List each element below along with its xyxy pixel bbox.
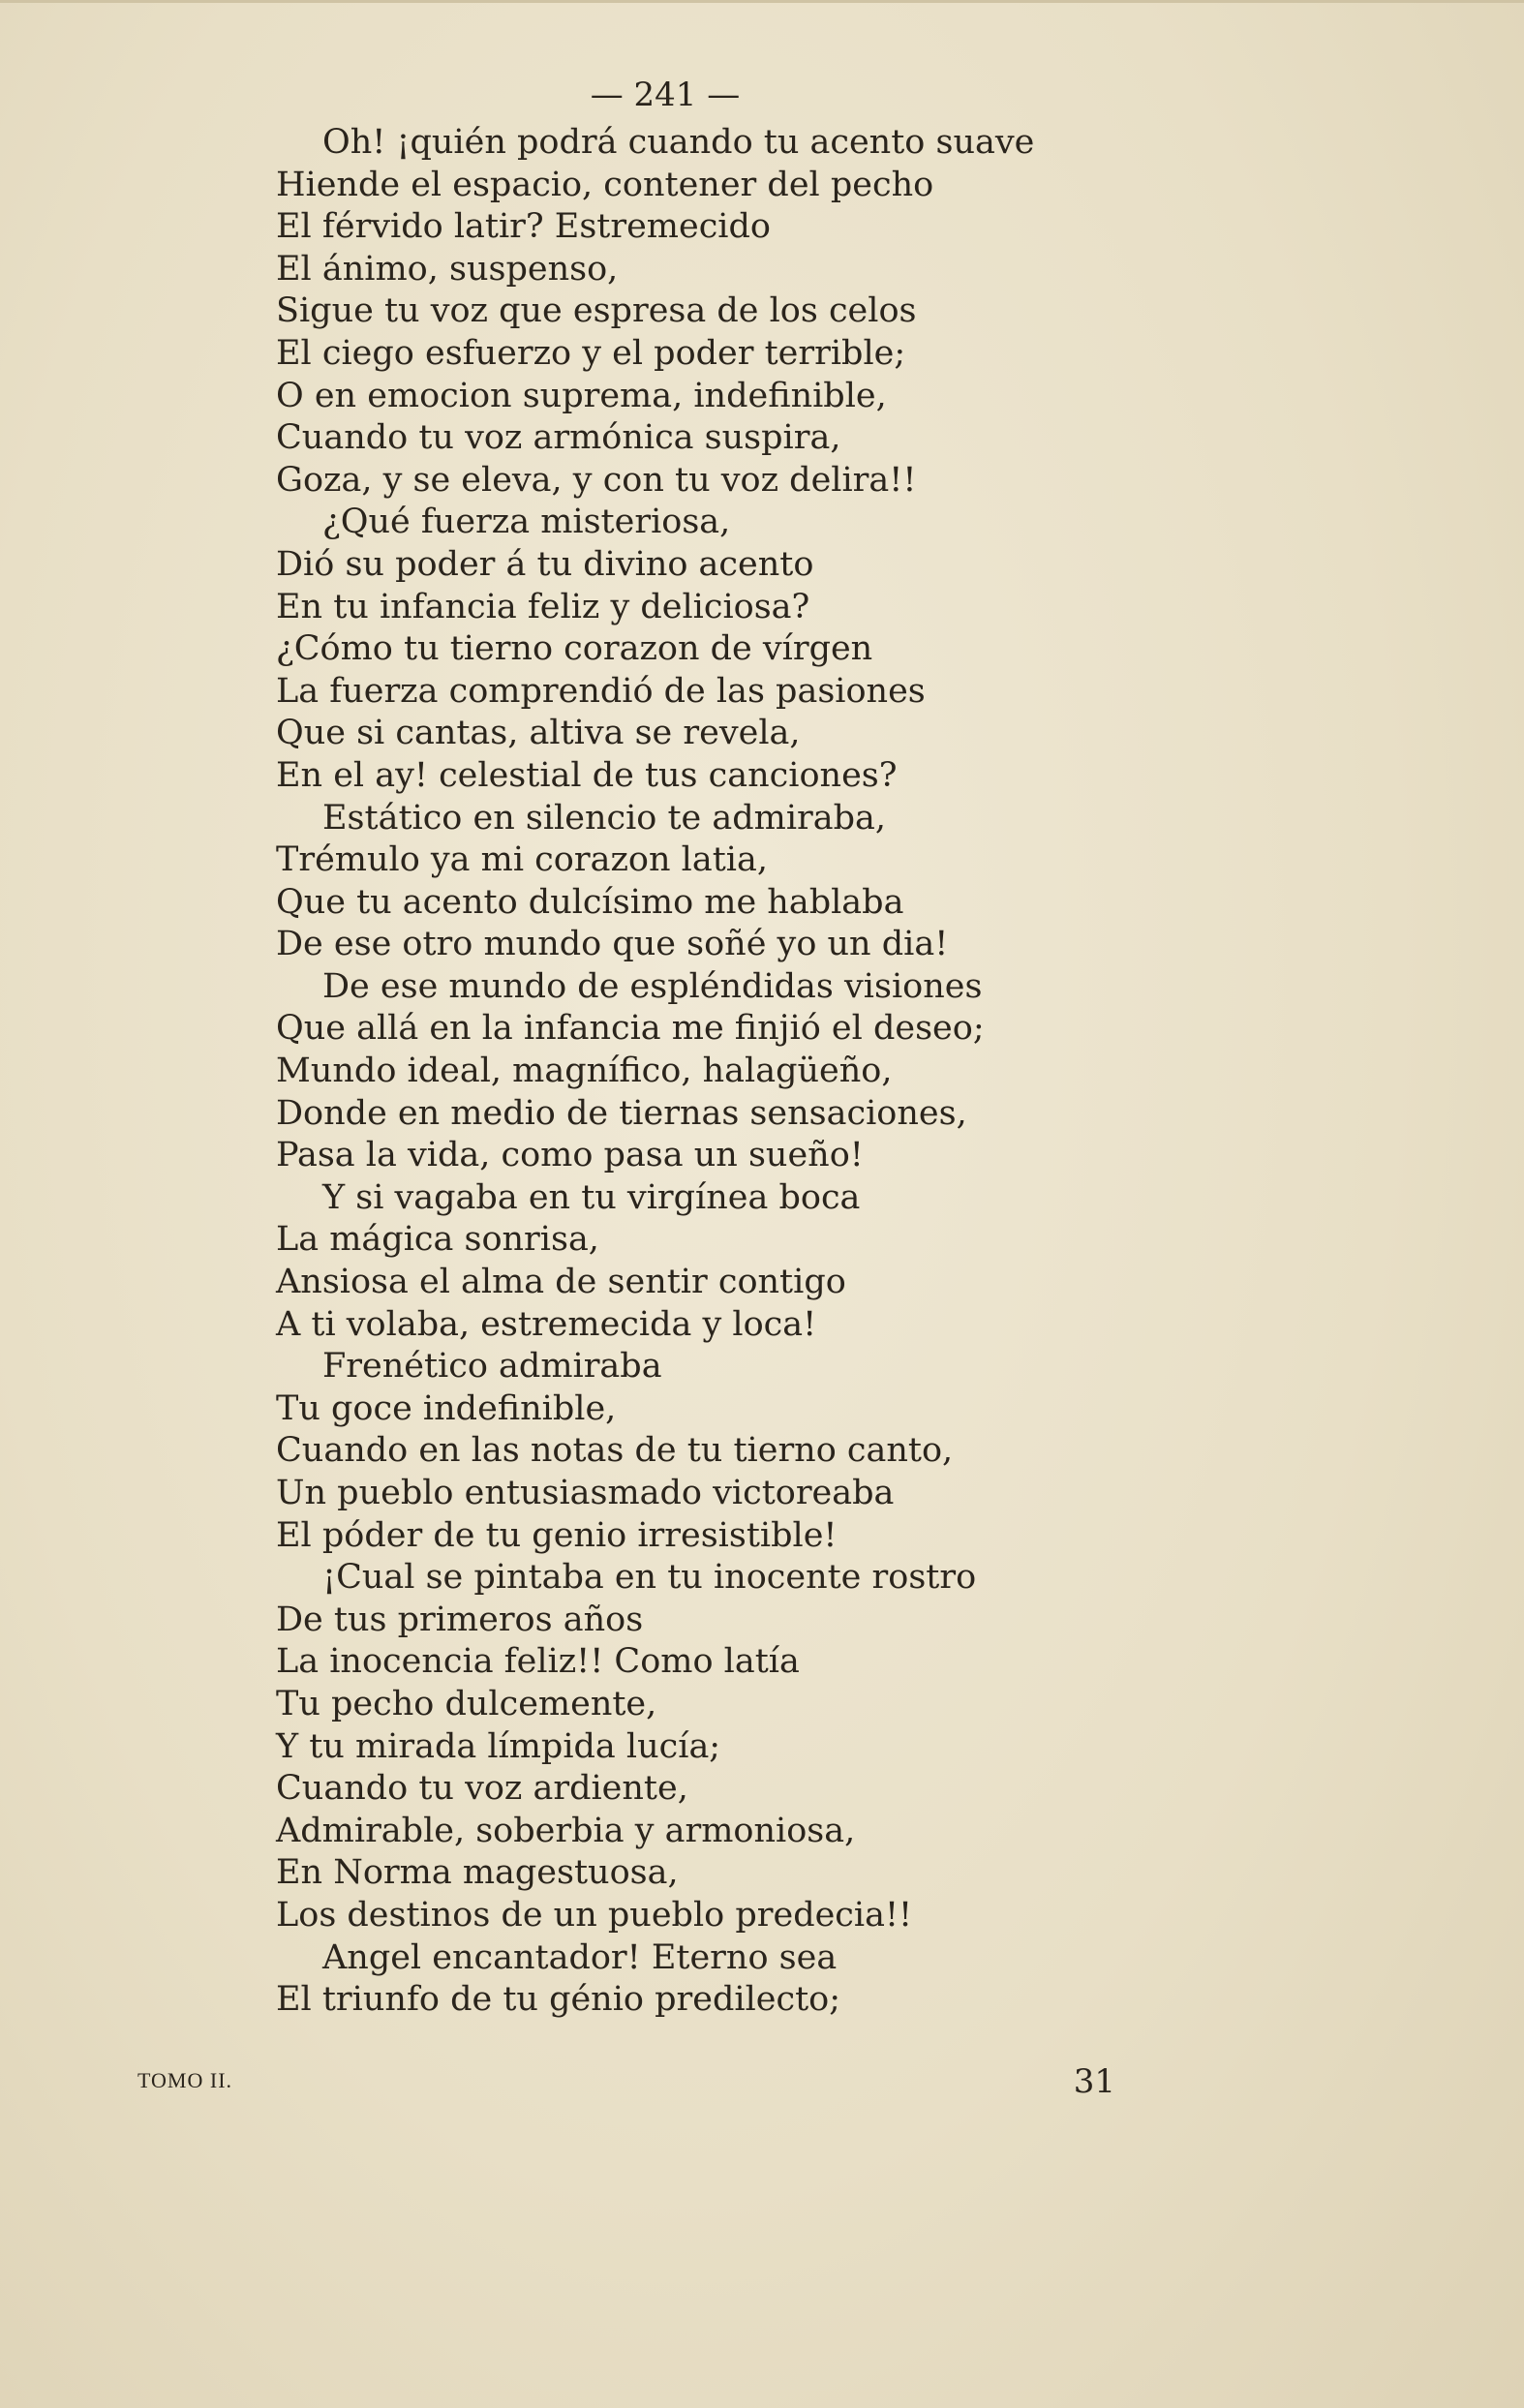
page-header	[0, 76, 1524, 114]
poem-line: El férvido latir? Estremecido	[276, 207, 771, 247]
poem-line: ¡Cual se pintaba en tu inocente rostro	[322, 1558, 977, 1598]
poem-line: Admirable, soberbia y armoniosa,	[276, 1811, 856, 1850]
poem-line: El ciego esfuerzo y el poder terrible;	[276, 333, 906, 373]
poem-line: En Norma magestuosa,	[276, 1853, 679, 1893]
poem-line: Y tu mirada límpida lucía;	[276, 1726, 721, 1766]
poem-line: Cuando en las notas de tu tierno canto,	[276, 1431, 954, 1471]
poem-text	[276, 122, 1109, 2022]
poem-line: Hiende el espacio, contener del pecho	[276, 165, 934, 204]
poem-line: De ese mundo de espléndidas visiones	[322, 966, 983, 1006]
poem-line: La inocencia feliz!! Como latía	[276, 1642, 800, 1682]
poem-line: Que tu acento dulcísimo me hablaba	[276, 882, 904, 922]
poem-line: ¿Qué fuerza misteriosa,	[322, 503, 731, 542]
poem-line: Trémulo ya mi corazon latia,	[276, 840, 768, 880]
poem-line: Angel encantador! Eterno sea	[322, 1937, 838, 1977]
poem-line: Tu pecho dulcemente,	[276, 1684, 657, 1723]
poem-line: ¿Cómo tu tierno corazon de vírgen	[276, 629, 873, 669]
poem-line: Goza, y se eleva, y con tu voz delira!!	[276, 460, 917, 500]
poem-line: Y si vagaba en tu virgínea boca	[322, 1177, 861, 1217]
volume-label: TOMO II.	[137, 2068, 233, 2092]
poem-line: Un pueblo entusiasmado victoreaba	[276, 1474, 895, 1512]
poem-line: Oh! ¡quién podrá cuando tu acento suave	[322, 123, 1035, 162]
poem-line: Tu goce indefinible,	[276, 1388, 617, 1428]
poem-line: Dió su poder á tu divino acento	[276, 544, 814, 584]
page-number-header: — 241 —	[590, 76, 741, 114]
poem-line: El triunfo de tu génio predilecto;	[276, 1980, 841, 2020]
poem-line: La fuerza comprendió de las pasiones	[276, 671, 926, 711]
poem-line: Sigue tu voz que espresa de los celos	[276, 291, 917, 331]
poem-line: Cuando tu voz ardiente,	[276, 1769, 688, 1809]
poem-line: De ese otro mundo que soñé yo un dia!	[276, 925, 949, 964]
signature-number: 31	[1073, 2062, 1115, 2101]
poem-line: Que allá en la infancia me finjió el deseo;	[276, 1009, 985, 1049]
poem-line: Donde en medio de tiernas sensaciones,	[276, 1093, 967, 1133]
poem-line: O en emocion suprema, indefinible,	[276, 376, 887, 415]
poem-line: Estático en silencio te admiraba,	[322, 798, 887, 838]
poem-line: A ti volaba, estremecida y loca!	[276, 1304, 817, 1344]
poem-line: Ansiosa el alma de sentir contigo	[276, 1263, 846, 1302]
poem-line: Pasa la vida, como pasa un sueño!	[276, 1136, 864, 1175]
poem-line: Que si cantas, altiva se revela,	[276, 714, 801, 753]
poem-line: Frenético admiraba	[322, 1347, 662, 1387]
poem-line: La mágica sonrisa,	[276, 1220, 599, 1260]
page-top-edge	[0, 0, 1524, 3]
poem-line: Mundo ideal, magnífico, halagüeño,	[276, 1052, 893, 1091]
poem-line: En el ay! celestial de tus canciones?	[276, 755, 898, 795]
poem-line: En tu infancia feliz y deliciosa?	[276, 587, 810, 626]
poem-line: Cuando tu voz armónica suspira,	[276, 418, 841, 458]
poem-line: De tus primeros años	[276, 1600, 644, 1639]
poem-line: El ánimo, suspenso,	[276, 249, 619, 289]
poem-line: Los destinos de un pueblo predecia!!	[276, 1895, 913, 1935]
poem-line: El póder de tu genio irresistible!	[276, 1515, 838, 1555]
